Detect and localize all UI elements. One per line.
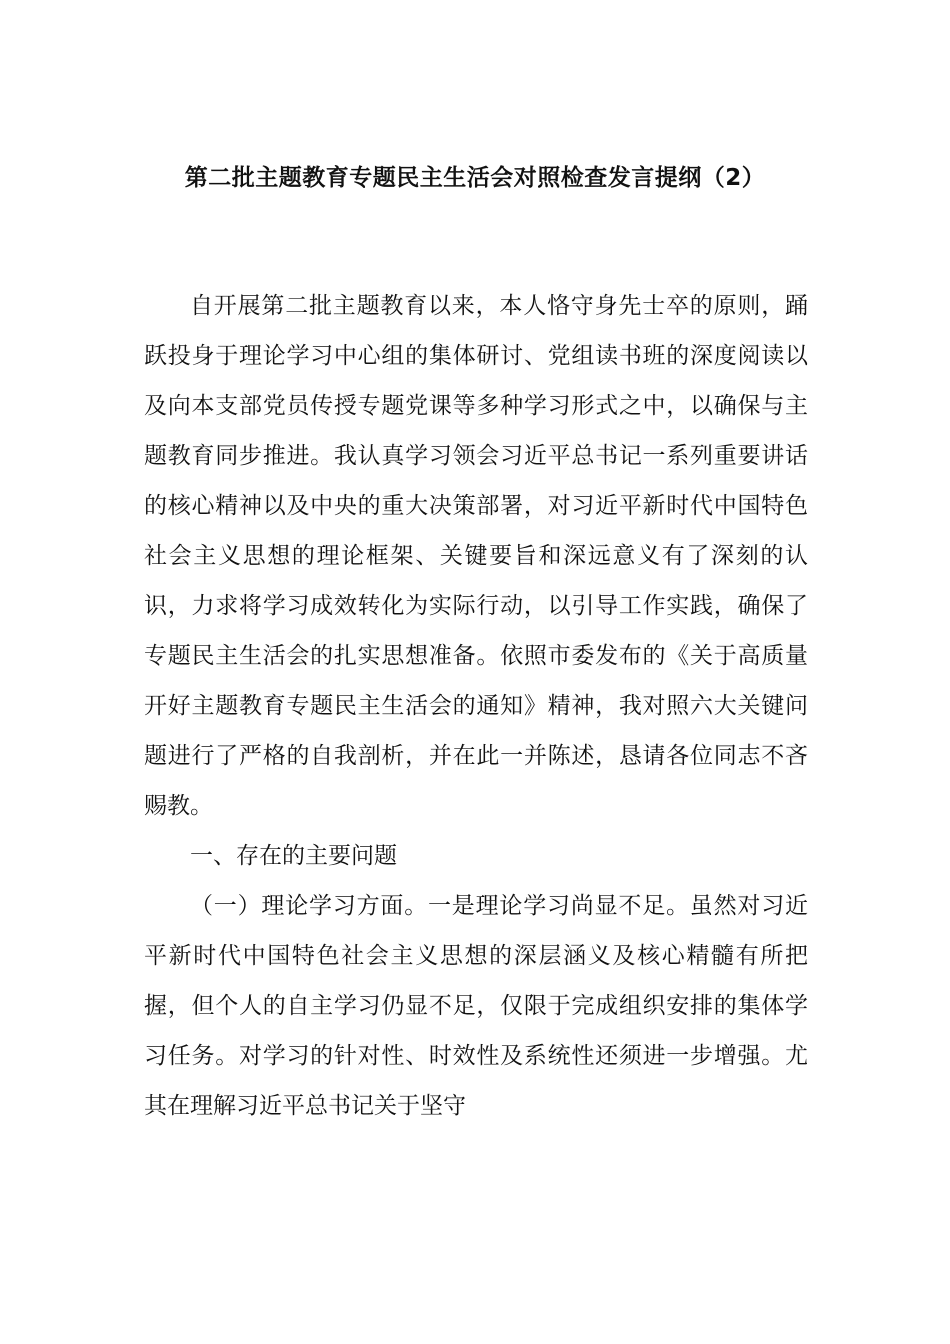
paragraph-theory-study: （一）理论学习方面。一是理论学习尚显不足。虽然对习近平新时代中国特色社会主义思想的深层涵义及核心精髓有所把握，但个人的自主学习仍显不足，仅限于完成组织安排的集体学习任务。对学习的针对性、时效性及系统性还须进一步增强。尤其在理解习近平总书记关于坚守: [144, 893, 808, 1119]
section-heading-main-problems: 一、存在的主要问题: [190, 843, 397, 869]
paragraph-intro: 自开展第二批主题教育以来，本人恪守身先士卒的原则，踊跃投身于理论学习中心组的集体研讨、党组读书班的深度阅读以及向本支部党员传授专题党课等多种学习形式之中，以确保与主题教育同步推进。我认真学习领会习近平总书记一系列重要讲话的核心精神以及中央的重大决策部署，对习近平新时代中国特色社会主义思想的理论框架、关键要旨和深远意义有了深刻的认识，力求将学习成效转化为实际行动，以引导工作实践，确保了专题民主生活会的扎实思想准备。依照市委发布的《关于高质量开好主题教育专题民主生活会的通知》精神，我对照六大关键问题进行了严格的自我剖析，并在此一并陈述，恳请各位同志不吝赐教。: [144, 293, 808, 819]
document-title: 第二批主题教育专题民主生活会对照检查发言提纲（2）: [184, 165, 766, 191]
document-body: [144, 281, 808, 1131]
